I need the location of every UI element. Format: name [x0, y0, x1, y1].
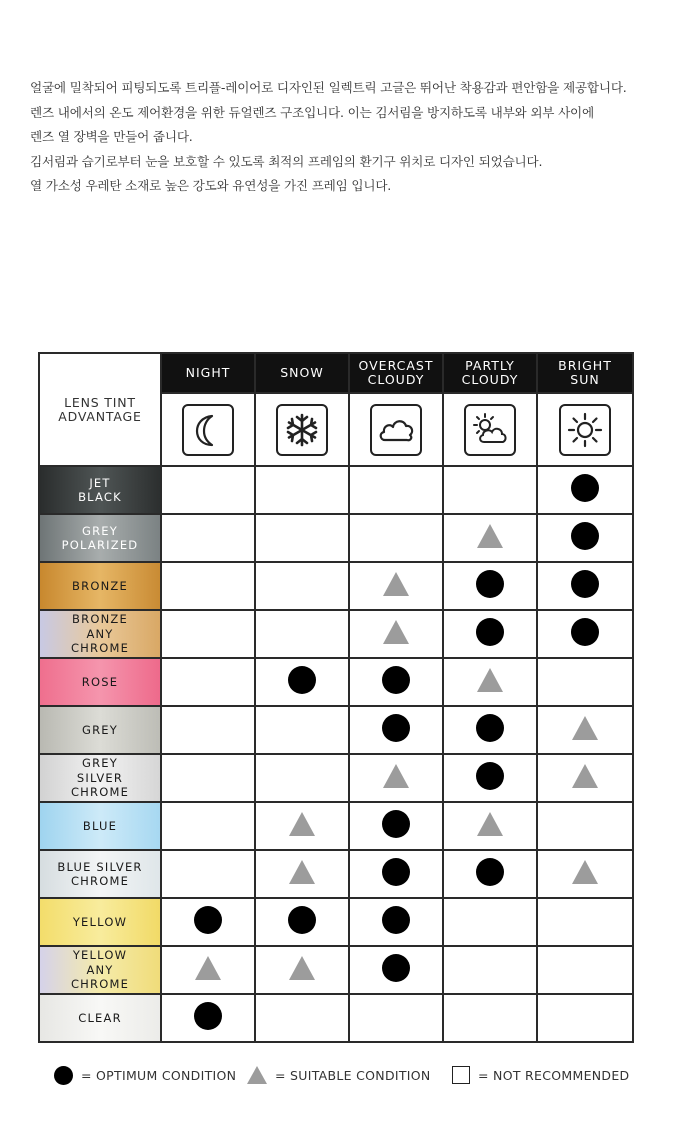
- condition-header-night: NIGHT: [161, 353, 255, 393]
- lens-tint-name: YELLOW: [72, 914, 128, 929]
- intro-line: 김서림과 습기로부터 눈을 보호할 수 있도록 최적의 프레임의 환기구 위치로 디자인 되었습니다.: [30, 153, 543, 169]
- rating-cell-partly-cloudy: [443, 466, 537, 514]
- lens-tint-swatch: [39, 946, 161, 994]
- rating-cell-snow: [255, 466, 349, 514]
- rating-cell-partly-cloudy: [443, 706, 537, 754]
- condition-header-partly-cloudy: PARTLY CLOUDY: [443, 353, 537, 393]
- lens-tint-name: GREY: [82, 722, 118, 737]
- table-row: [39, 850, 633, 898]
- suitable-triangle-icon: [477, 668, 503, 692]
- lens-tint-name: CHROME: [70, 977, 130, 992]
- table-row: [39, 994, 633, 1042]
- optimum-dot-icon: [382, 810, 410, 838]
- optimum-dot-icon: [288, 906, 316, 934]
- lens-tint-name: BLUE SILVER: [57, 859, 143, 874]
- lens-tint-swatch: [39, 610, 161, 658]
- suitable-triangle-icon: [477, 524, 503, 548]
- optimum-dot-icon: [194, 906, 222, 934]
- lens-tint-name: GREY: [82, 523, 118, 538]
- rating-cell-bright-sun: [537, 610, 633, 658]
- condition-header-bright-sun: BRIGHT SUN: [537, 353, 633, 393]
- rating-cell-bright-sun: [537, 946, 633, 994]
- rating-cell-bright-sun: [537, 994, 633, 1042]
- lens-tint-swatch: [39, 850, 161, 898]
- rating-cell-overcast-cloudy: [349, 850, 443, 898]
- lens-tint-name: SILVER: [76, 770, 124, 785]
- rating-cell-snow: [255, 802, 349, 850]
- optimum-dot-icon: [571, 522, 599, 550]
- rating-cell-bright-sun: [537, 466, 633, 514]
- lens-tint-name: CLEAR: [78, 1010, 122, 1025]
- lens-tint-swatch: [39, 466, 161, 514]
- rating-cell-overcast-cloudy: [349, 754, 443, 802]
- lens-tint-name: ROSE: [81, 674, 119, 689]
- intro-line: 얼굴에 밀착되어 피팅되도록 트리플-레이어로 디자인된 일렉트릭 고글은 뛰어난 착용감과 편안함을 제공합니다.: [30, 80, 627, 95]
- rating-cell-bright-sun: [537, 802, 633, 850]
- rating-cell-partly-cloudy: [443, 802, 537, 850]
- rating-cell-snow: [255, 994, 349, 1042]
- rating-cell-partly-cloudy: [443, 946, 537, 994]
- intro-line: 열 가소성 우레탄 소재로 높은 강도와 유연성을 가진 프레임 입니다.: [30, 178, 392, 193]
- condition-header-snow: SNOW: [255, 353, 349, 393]
- table-row: [39, 466, 633, 514]
- rating-cell-partly-cloudy: [443, 610, 537, 658]
- suitable-triangle-icon: [477, 812, 503, 836]
- table-row: [39, 802, 633, 850]
- optimum-dot-icon: [382, 954, 410, 982]
- lens-tint-name: GREY: [82, 756, 118, 771]
- optimum-dot-icon: [194, 1002, 222, 1030]
- rating-cell-overcast-cloudy: [349, 610, 443, 658]
- rating-cell-partly-cloudy: [443, 562, 537, 610]
- lens-tint-name: BLACK: [78, 490, 122, 504]
- optimum-dot-icon: [476, 714, 504, 742]
- rating-cell-overcast-cloudy: [349, 466, 443, 514]
- rating-cell-bright-sun: [537, 658, 633, 706]
- sun-icon: [559, 404, 611, 456]
- table-row: [39, 946, 633, 994]
- rating-cell-partly-cloudy: [443, 754, 537, 802]
- lens-tint-swatch: [39, 658, 161, 706]
- rating-cell-night: [161, 946, 255, 994]
- night-icon-cell: [161, 393, 255, 466]
- lens-tint-swatch: [39, 754, 161, 802]
- lens-tint-name: ANY: [86, 626, 114, 641]
- snowflake-icon: [276, 404, 328, 456]
- rating-cell-bright-sun: [537, 850, 633, 898]
- suitable-triangle-icon: [572, 716, 598, 740]
- partly-cloudy-icon-cell: [443, 393, 537, 466]
- lens-tint-name: POLARIZED: [61, 538, 139, 552]
- rating-cell-bright-sun: [537, 898, 633, 946]
- legend: [54, 1063, 634, 1087]
- rating-cell-snow: [255, 754, 349, 802]
- table-row: [39, 562, 633, 610]
- suitable-triangle-icon: [383, 620, 409, 644]
- lens-tint-name: CHROME: [70, 874, 130, 888]
- legend-not-recommended: = NOT RECOMMENDED: [452, 1063, 629, 1087]
- bright-sun-icon-cell: [537, 393, 633, 466]
- table-row: [39, 514, 633, 562]
- rating-cell-night: [161, 898, 255, 946]
- overcast-icon-cell: [349, 393, 443, 466]
- optimum-dot-icon: [382, 906, 410, 934]
- legend-optimum: = OPTIMUM CONDITION: [54, 1063, 236, 1087]
- optimum-dot-icon: [571, 474, 599, 502]
- rating-cell-night: [161, 514, 255, 562]
- optimum-dot-icon: [382, 714, 410, 742]
- lens-tint-swatch: [39, 562, 161, 610]
- optimum-dot-icon: [382, 666, 410, 694]
- lens-tint-advantage-label: LENS TINT ADVANTAGE: [39, 353, 161, 466]
- suitable-triangle-icon: [572, 764, 598, 788]
- optimum-dot-icon: [288, 666, 316, 694]
- rating-cell-night: [161, 994, 255, 1042]
- lens-tint-table: [38, 352, 634, 1043]
- rating-cell-snow: [255, 946, 349, 994]
- rating-cell-overcast-cloudy: [349, 706, 443, 754]
- suitable-triangle-icon: [195, 956, 221, 980]
- condition-header-overcast-cloudy: OVERCAST CLOUDY: [349, 353, 443, 393]
- optimum-dot-icon: [571, 618, 599, 646]
- lens-tint-swatch: [39, 802, 161, 850]
- rating-cell-night: [161, 658, 255, 706]
- rating-cell-night: [161, 610, 255, 658]
- lens-tint-swatch: [39, 994, 161, 1042]
- rating-cell-partly-cloudy: [443, 658, 537, 706]
- rating-cell-snow: [255, 898, 349, 946]
- lens-tint-name: YELLOW: [72, 948, 128, 963]
- rating-cell-snow: [255, 514, 349, 562]
- table-row: [39, 610, 633, 658]
- rating-cell-night: [161, 754, 255, 802]
- rating-cell-night: [161, 802, 255, 850]
- rating-cell-bright-sun: [537, 562, 633, 610]
- optimum-dot-icon: [54, 1066, 73, 1085]
- lens-tint-swatch: [39, 898, 161, 946]
- lens-tint-swatch: [39, 514, 161, 562]
- optimum-dot-icon: [571, 570, 599, 598]
- suitable-triangle-icon: [383, 572, 409, 596]
- moon-icon: [182, 404, 234, 456]
- lens-tint-name: BLUE: [82, 818, 118, 833]
- rating-cell-overcast-cloudy: [349, 658, 443, 706]
- lens-tint-name: CHROME: [70, 785, 130, 800]
- table-row: [39, 754, 633, 802]
- rating-cell-snow: [255, 658, 349, 706]
- table-row: [39, 706, 633, 754]
- optimum-dot-icon: [476, 618, 504, 646]
- lens-tint-chart: [38, 352, 632, 1052]
- suitable-triangle-icon: [289, 812, 315, 836]
- rating-cell-overcast-cloudy: [349, 562, 443, 610]
- rating-cell-night: [161, 850, 255, 898]
- lens-tint-name: ANY: [86, 962, 114, 977]
- rating-cell-bright-sun: [537, 706, 633, 754]
- lens-tint-name: BRONZE: [72, 578, 128, 593]
- sun-cloud-icon: [464, 404, 516, 456]
- lens-tint-name: JET: [89, 475, 111, 490]
- suitable-triangle-icon: [289, 956, 315, 980]
- snow-icon-cell: [255, 393, 349, 466]
- rating-cell-partly-cloudy: [443, 994, 537, 1042]
- rating-cell-snow: [255, 610, 349, 658]
- suitable-triangle-icon: [383, 764, 409, 788]
- rating-cell-bright-sun: [537, 514, 633, 562]
- lens-tint-name: BRONZE: [72, 612, 128, 627]
- suitable-triangle-icon: [572, 860, 598, 884]
- rating-cell-overcast-cloudy: [349, 514, 443, 562]
- rating-cell-overcast-cloudy: [349, 994, 443, 1042]
- legend-suitable: = SUITABLE CONDITION: [247, 1063, 431, 1087]
- rating-cell-bright-sun: [537, 754, 633, 802]
- intro-text: [30, 76, 660, 199]
- suitable-triangle-icon: [247, 1066, 267, 1084]
- rating-cell-partly-cloudy: [443, 850, 537, 898]
- optimum-dot-icon: [476, 858, 504, 886]
- rating-cell-snow: [255, 706, 349, 754]
- rating-cell-overcast-cloudy: [349, 898, 443, 946]
- table-row: [39, 898, 633, 946]
- optimum-dot-icon: [382, 858, 410, 886]
- rating-cell-snow: [255, 562, 349, 610]
- cloud-icon: [370, 404, 422, 456]
- rating-cell-overcast-cloudy: [349, 946, 443, 994]
- suitable-triangle-icon: [289, 860, 315, 884]
- rating-cell-night: [161, 706, 255, 754]
- rating-cell-night: [161, 562, 255, 610]
- rating-cell-partly-cloudy: [443, 514, 537, 562]
- lens-tint-name: CHROME: [70, 641, 130, 656]
- rating-cell-snow: [255, 850, 349, 898]
- rating-cell-partly-cloudy: [443, 898, 537, 946]
- intro-line: 렌즈 열 장벽을 만들어 줍니다.: [30, 129, 193, 144]
- rating-cell-night: [161, 466, 255, 514]
- optimum-dot-icon: [476, 762, 504, 790]
- intro-line: 렌즈 내에서의 온도 제어환경을 위한 듀얼렌즈 구조입니다. 이는 김서림을 방지하도록 내부와 외부 사이에: [30, 104, 594, 120]
- lens-tint-swatch: [39, 706, 161, 754]
- optimum-dot-icon: [476, 570, 504, 598]
- table-row: [39, 658, 633, 706]
- empty-box-icon: [452, 1066, 470, 1084]
- rating-cell-overcast-cloudy: [349, 802, 443, 850]
